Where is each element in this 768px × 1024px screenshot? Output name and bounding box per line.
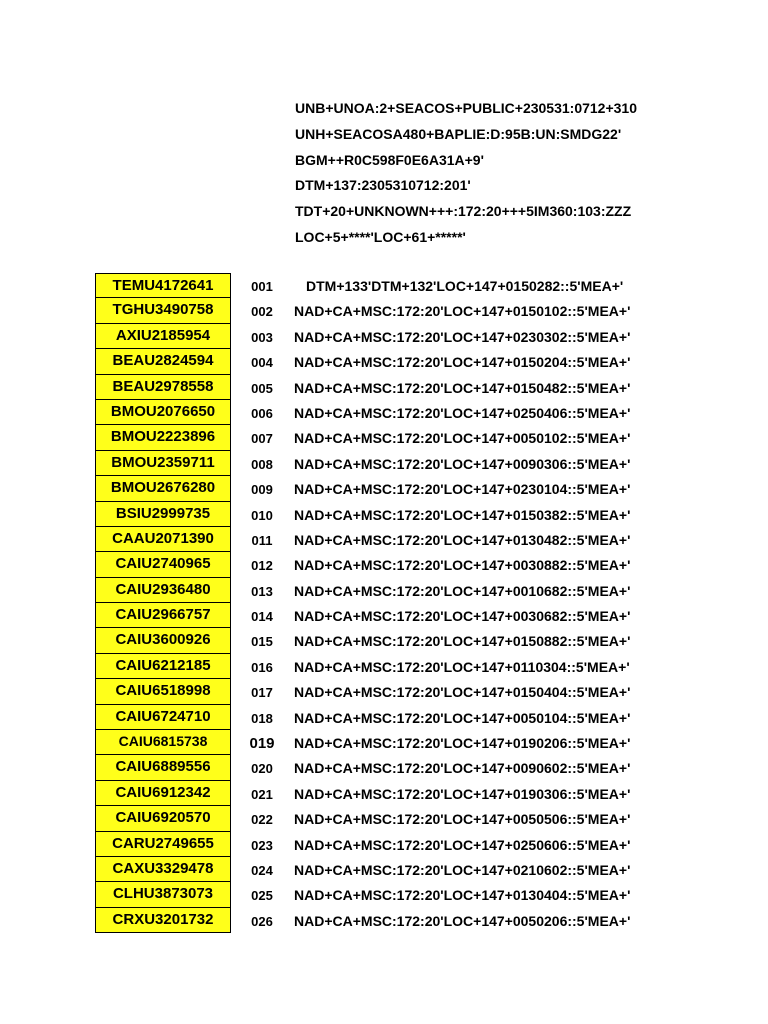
edi-segment-cell[interactable]: NAD+CA+MSC:172:20'LOC+147+0090306::5'MEA+': [294, 455, 631, 472]
edi-segment-cell[interactable]: NAD+CA+MSC:172:20'LOC+147+0010682::5'MEA+': [294, 582, 631, 599]
table-row: [95, 781, 695, 806]
edi-segment-cell[interactable]: NAD+CA+MSC:172:20'LOC+147+0230104::5'MEA+': [294, 481, 631, 498]
container-number-cell[interactable]: CAIU2740965: [95, 552, 231, 577]
sequence-number-cell[interactable]: 011: [251, 532, 273, 548]
edi-segment-cell[interactable]: NAD+CA+MSC:172:20'LOC+147+0190306::5'MEA+': [294, 785, 631, 802]
container-number-cell[interactable]: CLHU3873073: [95, 882, 231, 907]
table-row: [95, 425, 695, 450]
edi-segment-cell[interactable]: NAD+CA+MSC:172:20'LOC+147+0150102::5'MEA+': [294, 303, 631, 320]
edi-segment-cell[interactable]: NAD+CA+MSC:172:20'LOC+147+0150204::5'MEA+': [294, 354, 631, 371]
edi-segment-cell[interactable]: NAD+CA+MSC:172:20'LOC+147+0050102::5'MEA+': [294, 430, 631, 447]
container-number-cell[interactable]: CAIU3600926: [95, 628, 231, 653]
table-row: [95, 730, 695, 755]
edi-segment-cell[interactable]: NAD+CA+MSC:172:20'LOC+147+0150382::5'MEA+': [294, 506, 631, 523]
sequence-number-cell[interactable]: 004: [251, 355, 273, 371]
table-row: [95, 527, 695, 552]
sequence-number-cell[interactable]: 020: [251, 761, 273, 777]
sequence-number-cell[interactable]: 007: [251, 431, 273, 447]
table-row: [95, 476, 695, 501]
container-number-cell[interactable]: CAIU6920570: [95, 806, 231, 831]
edi-segment-cell[interactable]: NAD+CA+MSC:172:20'LOC+147+0090602::5'MEA+': [294, 760, 631, 777]
container-number-cell[interactable]: BEAU2978558: [95, 375, 231, 400]
header-line: BGM++R0C598F0E6A31A+9': [295, 151, 484, 168]
table-row: [95, 273, 695, 298]
edi-segment-cell[interactable]: NAD+CA+MSC:172:20'LOC+147+0150882::5'MEA+': [294, 633, 631, 650]
table-row: [95, 400, 695, 425]
sequence-number-cell[interactable]: 013: [251, 583, 273, 599]
table-row: [95, 349, 695, 374]
sequence-number-cell[interactable]: 021: [251, 786, 273, 802]
edi-segment-cell[interactable]: NAD+CA+MSC:172:20'LOC+147+0230302::5'MEA+': [294, 328, 631, 345]
sequence-number-cell[interactable]: 009: [251, 482, 273, 498]
header-line: DTM+137:2305310712:201': [295, 177, 471, 194]
header-line: LOC+5+****'LOC+61+*****': [295, 228, 466, 245]
edi-segment-cell[interactable]: NAD+CA+MSC:172:20'LOC+147+0210602::5'MEA+': [294, 861, 631, 878]
edi-segment-cell[interactable]: NAD+CA+MSC:172:20'LOC+147+0150404::5'MEA+': [294, 684, 631, 701]
container-number-cell[interactable]: TEMU4172641: [95, 273, 231, 298]
edi-segment-cell[interactable]: DTM+133'DTM+132'LOC+147+0150282::5'MEA+': [306, 278, 624, 294]
container-number-cell[interactable]: BMOU2676280: [95, 476, 231, 501]
sequence-number-cell[interactable]: 015: [251, 634, 273, 650]
container-number-cell[interactable]: CAIU6212185: [95, 654, 231, 679]
sequence-number-cell[interactable]: 019: [249, 735, 275, 753]
sequence-number-cell[interactable]: 016: [251, 659, 273, 675]
table-row: [95, 375, 695, 400]
sequence-number-cell[interactable]: 017: [251, 685, 273, 701]
container-number-cell[interactable]: BMOU2223896: [95, 425, 231, 450]
header-line: TDT+20+UNKNOWN+++:172:20+++5IM360:103:ZZZ: [295, 203, 632, 220]
edi-segment-cell[interactable]: NAD+CA+MSC:172:20'LOC+147+0050206::5'MEA+': [294, 912, 631, 929]
table-row: [95, 882, 695, 907]
container-table: [95, 273, 695, 933]
container-number-cell[interactable]: CAXU3329478: [95, 857, 231, 882]
table-row: [95, 552, 695, 577]
sequence-number-cell[interactable]: 026: [251, 913, 273, 929]
container-number-cell[interactable]: BMOU2076650: [95, 400, 231, 425]
container-number-cell[interactable]: TGHU3490758: [95, 298, 231, 323]
sequence-number-cell[interactable]: 010: [251, 507, 273, 523]
container-number-cell[interactable]: CAIU6724710: [95, 705, 231, 730]
table-row: [95, 298, 695, 323]
sequence-number-cell[interactable]: 012: [251, 558, 273, 574]
container-number-cell[interactable]: CAIU6518998: [95, 679, 231, 704]
table-row: [95, 578, 695, 603]
sequence-number-cell[interactable]: 025: [251, 888, 273, 904]
header-line: UNB+UNOA:2+SEACOS+PUBLIC+230531:0712+310: [295, 100, 637, 116]
sequence-number-cell[interactable]: 014: [251, 609, 273, 625]
sequence-number-cell[interactable]: 024: [251, 862, 273, 878]
container-number-cell[interactable]: CARU2749655: [95, 832, 231, 857]
edi-segment-cell[interactable]: NAD+CA+MSC:172:20'LOC+147+0110304::5'MEA+': [294, 658, 630, 675]
edi-segment-cell[interactable]: NAD+CA+MSC:172:20'LOC+147+0030682::5'MEA+': [294, 608, 631, 625]
edi-segment-cell[interactable]: NAD+CA+MSC:172:20'LOC+147+0250406::5'MEA+': [294, 404, 631, 421]
container-number-cell[interactable]: BSIU2999735: [95, 502, 231, 527]
edi-segment-cell[interactable]: NAD+CA+MSC:172:20'LOC+147+0130482::5'MEA+': [294, 531, 631, 548]
baplie-header-block: [295, 96, 659, 251]
container-number-cell[interactable]: AXIU2185954: [95, 324, 231, 349]
table-row: [95, 832, 695, 857]
table-row: [95, 705, 695, 730]
edi-segment-cell[interactable]: NAD+CA+MSC:172:20'LOC+147+0050104::5'MEA+': [294, 709, 631, 726]
sequence-number-cell[interactable]: 018: [251, 710, 273, 726]
container-number-cell[interactable]: CAIU6815738: [95, 730, 231, 755]
table-row: [95, 654, 695, 679]
header-line: UNH+SEACOSA480+BAPLIE:D:95B:UN:SMDG22': [295, 125, 622, 142]
container-number-cell[interactable]: BMOU2359711: [95, 451, 231, 476]
container-number-cell[interactable]: CAIU6912342: [95, 781, 231, 806]
sequence-number-cell[interactable]: 022: [251, 812, 273, 828]
table-row: [95, 679, 695, 704]
table-row: [95, 628, 695, 653]
edi-segment-cell[interactable]: NAD+CA+MSC:172:20'LOC+147+0050506::5'MEA+': [294, 811, 631, 828]
table-row: [95, 603, 695, 628]
container-number-cell[interactable]: CAIU6889556: [95, 755, 231, 780]
table-row: [95, 806, 695, 831]
sequence-number-cell[interactable]: 003: [251, 329, 273, 345]
container-number-cell[interactable]: CAIU2936480: [95, 578, 231, 603]
table-row: [95, 324, 695, 349]
sequence-number-cell[interactable]: 023: [251, 837, 273, 853]
table-row: [95, 502, 695, 527]
edi-segment-cell[interactable]: NAD+CA+MSC:172:20'LOC+147+0030882::5'MEA+': [294, 557, 631, 574]
table-row: [95, 451, 695, 476]
table-row: [95, 857, 695, 882]
sequence-number-cell[interactable]: 002: [251, 304, 273, 320]
container-number-cell[interactable]: BEAU2824594: [95, 349, 231, 374]
container-number-cell[interactable]: CRXU3201732: [95, 908, 231, 933]
sequence-number-cell[interactable]: 001: [251, 279, 273, 294]
table-row: [95, 755, 695, 780]
container-number-cell[interactable]: CAAU2071390: [95, 527, 231, 552]
sequence-number-cell[interactable]: 005: [251, 380, 273, 396]
table-row: [95, 908, 695, 933]
edi-segment-cell[interactable]: NAD+CA+MSC:172:20'LOC+147+0190206::5'MEA+': [294, 735, 631, 752]
edi-segment-cell[interactable]: NAD+CA+MSC:172:20'LOC+147+0250606::5'MEA+': [294, 836, 631, 853]
container-number-cell[interactable]: CAIU2966757: [95, 603, 231, 628]
edi-segment-cell[interactable]: NAD+CA+MSC:172:20'LOC+147+0130404::5'MEA+': [294, 887, 631, 904]
edi-segment-cell[interactable]: NAD+CA+MSC:172:20'LOC+147+0150482::5'MEA+': [294, 379, 631, 396]
sequence-number-cell[interactable]: 006: [251, 405, 273, 421]
sequence-number-cell[interactable]: 008: [251, 456, 273, 472]
